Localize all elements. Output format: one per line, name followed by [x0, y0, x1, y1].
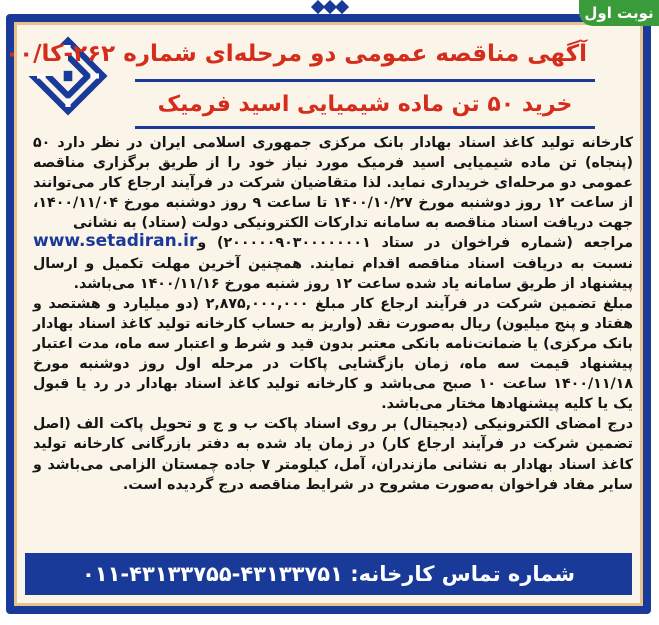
paragraph-2: مراجعه (شماره فراخوان در ستاد ۲۰۰۰۰۰۹۰۳۰۰۰۰۰۰۰۱) و نسبت به دریافت اسناد مناقصه اقدام نمایند. همچنین آخرین مهلت تکمیل و ارسال پیشنهاد از طریق سامانه یاد شده ساعت ۱۲ روز شنبه مورخ ۱۴۰۰/۱۱/۱۶ می‌باشد.: [33, 235, 633, 292]
tender-subtitle: خرید ۵۰ تن ماده شیمیایی اسید فرمیک: [157, 91, 573, 117]
contact-bar: شماره تماس کارخانه: ۴۳۱۳۳۷۵۱-۴۳۱۳۳۷۵۵-۰۱۱: [25, 553, 632, 595]
tender-body: [33, 133, 633, 495]
notice-badge: نوبت اول: [579, 0, 659, 26]
paragraph-1: [33, 133, 633, 252]
subtitle-box: [135, 79, 595, 129]
website-link[interactable]: www.setadiran.ir: [33, 231, 198, 252]
paragraph-3: مبلغ تضمین شرکت در فرآیند ارجاع کار مبلغ ۲,۸۷۵,۰۰۰,۰۰۰ (دو میلیارد و هشتصد و هفتاد و پنج میلیون) ریال به‌صورت نقد (واریز به حساب کارخانه تولید کاغذ اسناد بهادار بانک مرکزی) یا ضمانت‌نامه بانکی معتبر بدون قید و شرط و اعتبار سه ماه، مدت اعتبار پیشنهاد قیمت سه ماه، زمان بازگشایی پاکات در مرحله اول روز دوشنبه مورخ ۱۴۰۰/۱۱/۱۸ ساعت ۱۰ صبح می‌باشد و کارخانه تولید کاغذ اسناد بهادار در رد یا قبول یک یا کلیه پیشنهادها مختار می‌باشد.: [33, 295, 633, 413]
advertisement-panel: [5, 22, 643, 606]
tender-title: آگهی مناقصه عمومی دو مرحله‌ای شماره ۲۶۲-کا/۰۰: [5, 41, 587, 67]
diamond-icon: [335, 0, 349, 14]
paragraph-4: درج امضای الکترونیکی (دیجیتال) بر روی اسناد پاکت ب و ج و تحویل پاکت الف (اصل تضمین شرکت در فرآیند ارجاع کار) در زمان یاد شده به دفتر بازرگانی کارخانه تولید کاغذ اسناد بهادار به نشانی مازندران، آمل، کیلومتر ۷ جاده چمستان الزامی می‌باشد و سایر مفاد فراخوان به‌صورت مشروح در شرایط مناقصه درج گردیده است.: [33, 416, 633, 493]
advertisement-frame: [6, 14, 651, 614]
paragraph-1-text: کارخانه تولید کاغذ اسناد بهادار بانک مرکزی جمهوری اسلامی ایران در نظر دارد ۵۰ (پنجاه) تن ماده شیمیایی اسید فرمیک مورد نیاز خود را از طریق برگزاری مناقصه عمومی دو مرحله‌ای خریداری نماید. لذا متقاضیان شرکت در فرآیند ارجاع کار می‌توانند از ساعت ۱۲ روز دوشنبه مورخ ۱۴۰۰/۱۰/۲۷ تا ساعت ۹ روز دوشنبه مورخ ۱۴۰۰/۱۱/۰۴، جهت دریافت اسناد مناقصه به سامانه تدارکات الکترونیکی دولت (ستاد) به نشانی: [33, 135, 633, 232]
top-ornament: [305, 0, 355, 14]
